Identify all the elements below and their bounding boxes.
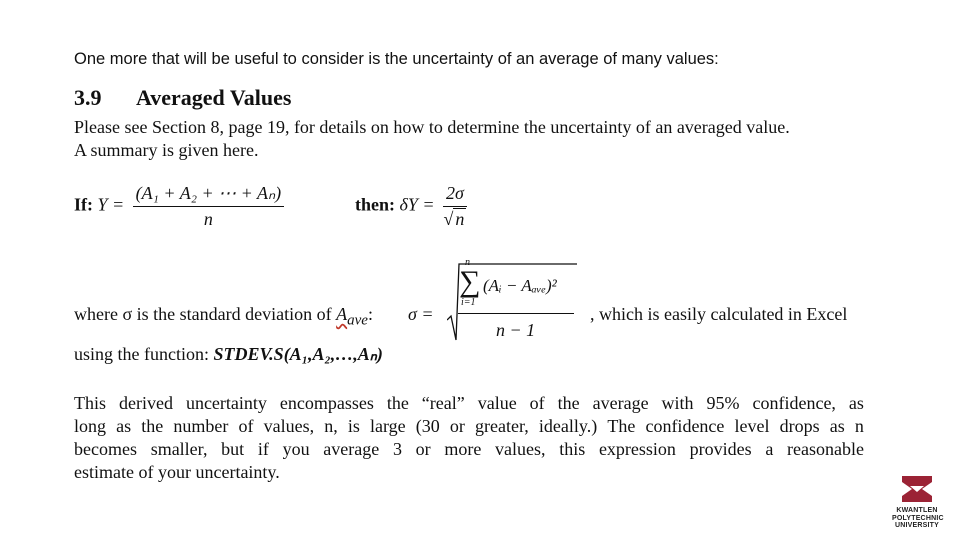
paragraph-line: Please see Section 8, page 19, for details on how to determine the uncertainty of an averaged value. xyxy=(74,117,790,137)
uncertainty-fraction xyxy=(443,183,467,230)
word: more xyxy=(444,439,482,459)
word: values, xyxy=(263,416,315,436)
uncertainty-numerator: 2σ xyxy=(443,183,467,207)
sum-term: (Aᵢ − Aₐᵥₑ)² xyxy=(483,276,557,295)
word: the xyxy=(141,416,164,436)
fraction-numerator: (A₁ + A₂ + ⋯ + Aₙ) xyxy=(133,183,284,207)
word: number xyxy=(173,416,229,436)
excel-note: , which is easily calculated in Excel xyxy=(590,304,848,324)
word: value xyxy=(477,393,517,413)
word: reasonable xyxy=(787,439,864,459)
word: long xyxy=(74,416,107,436)
if-formula xyxy=(74,183,288,230)
word: average xyxy=(323,439,380,459)
logo-mark xyxy=(892,476,942,502)
word: derived xyxy=(118,393,173,413)
word: average xyxy=(592,393,649,413)
sigma-lhs-text: σ = xyxy=(408,304,434,324)
justified-line xyxy=(74,438,864,461)
logo-text-3: UNIVERSITY xyxy=(894,522,939,529)
section-heading xyxy=(74,85,291,111)
word: becomes xyxy=(74,439,137,459)
intro-text: One more that will be useful to consider is the uncertainty of an average of many values: xyxy=(74,50,719,68)
std-dev-colon: : xyxy=(367,304,373,324)
stdev-function: STDEV.S(A₁,A₂,…,Aₙ) xyxy=(213,344,383,364)
a-ave-term xyxy=(336,304,368,329)
word: 3 xyxy=(392,439,402,459)
section-number: 3.9 xyxy=(74,85,102,110)
word: ideally.) xyxy=(538,416,598,436)
word: 95% xyxy=(706,393,740,413)
sum-upper-limit: n xyxy=(465,257,470,268)
confidence-paragraph xyxy=(74,392,864,484)
word: of xyxy=(238,416,254,436)
word: level xyxy=(734,416,770,436)
logo-text-2: POLYTECHNIC xyxy=(892,514,944,522)
logo-text-1: KWANTLEN xyxy=(896,507,938,514)
sum-symbol: ∑ xyxy=(459,265,481,298)
section-title: Averaged Values xyxy=(136,85,292,110)
word: of xyxy=(529,393,545,413)
word: n, xyxy=(324,416,338,436)
word: encompasses xyxy=(279,393,374,413)
word: is xyxy=(347,416,360,436)
justified-line xyxy=(74,392,864,415)
word: if xyxy=(257,439,269,459)
word: This xyxy=(74,393,107,413)
word: The xyxy=(607,416,636,436)
fraction-denominator: n xyxy=(203,209,213,229)
word: a xyxy=(765,439,774,459)
function-line xyxy=(74,344,383,365)
sum-lower-limit: i=1 xyxy=(461,297,476,308)
sigma-fraction-bar xyxy=(458,313,574,314)
justified-line xyxy=(74,415,864,438)
word: confidence xyxy=(645,416,725,436)
word: the xyxy=(386,393,409,413)
word: greater, xyxy=(475,416,529,436)
word: as xyxy=(116,416,132,436)
word: confidence, xyxy=(752,393,836,413)
average-fraction xyxy=(133,183,284,230)
word: drops xyxy=(779,416,820,436)
word: but xyxy=(221,439,245,459)
word: values, xyxy=(495,439,546,459)
sigma-denominator: n − 1 xyxy=(496,320,536,340)
a-ave-subscript: ave xyxy=(347,312,368,329)
word: (30 xyxy=(415,416,440,436)
word: the xyxy=(557,393,580,413)
word: “real” xyxy=(421,393,465,413)
word: or xyxy=(415,439,431,459)
word: smaller, xyxy=(150,439,208,459)
std-dev-lead: where σ is the standard deviation of xyxy=(74,304,332,324)
uncertainty-denominator xyxy=(444,207,467,230)
word: this xyxy=(559,439,586,459)
if-label: If: xyxy=(74,194,93,215)
word: expression xyxy=(598,439,676,459)
word: as xyxy=(829,416,845,436)
kpu-logo xyxy=(892,476,942,530)
word: provides xyxy=(689,439,752,459)
word: as xyxy=(848,393,864,413)
root-radicand: n xyxy=(455,209,465,229)
std-dev-sentence xyxy=(74,304,373,330)
if-lhs: Y = xyxy=(97,194,125,215)
paragraph-line: A summary is given here. xyxy=(74,140,259,160)
word: you xyxy=(282,439,310,459)
word: with xyxy=(661,393,694,413)
paragraph-line: estimate of your uncertainty. xyxy=(74,462,280,482)
then-lhs: δY = xyxy=(399,194,435,215)
word: or xyxy=(449,416,465,436)
word: n xyxy=(854,416,864,436)
then-formula xyxy=(355,183,471,230)
root-symbol: √ xyxy=(443,209,454,229)
sigma-lhs xyxy=(408,304,434,325)
intro-paragraph xyxy=(74,116,874,162)
word: large xyxy=(370,416,406,436)
function-lead: using the function: xyxy=(74,344,209,364)
word: uncertainty xyxy=(185,393,267,413)
then-label: then: xyxy=(355,194,395,215)
a-ave-letter: A xyxy=(336,304,348,324)
